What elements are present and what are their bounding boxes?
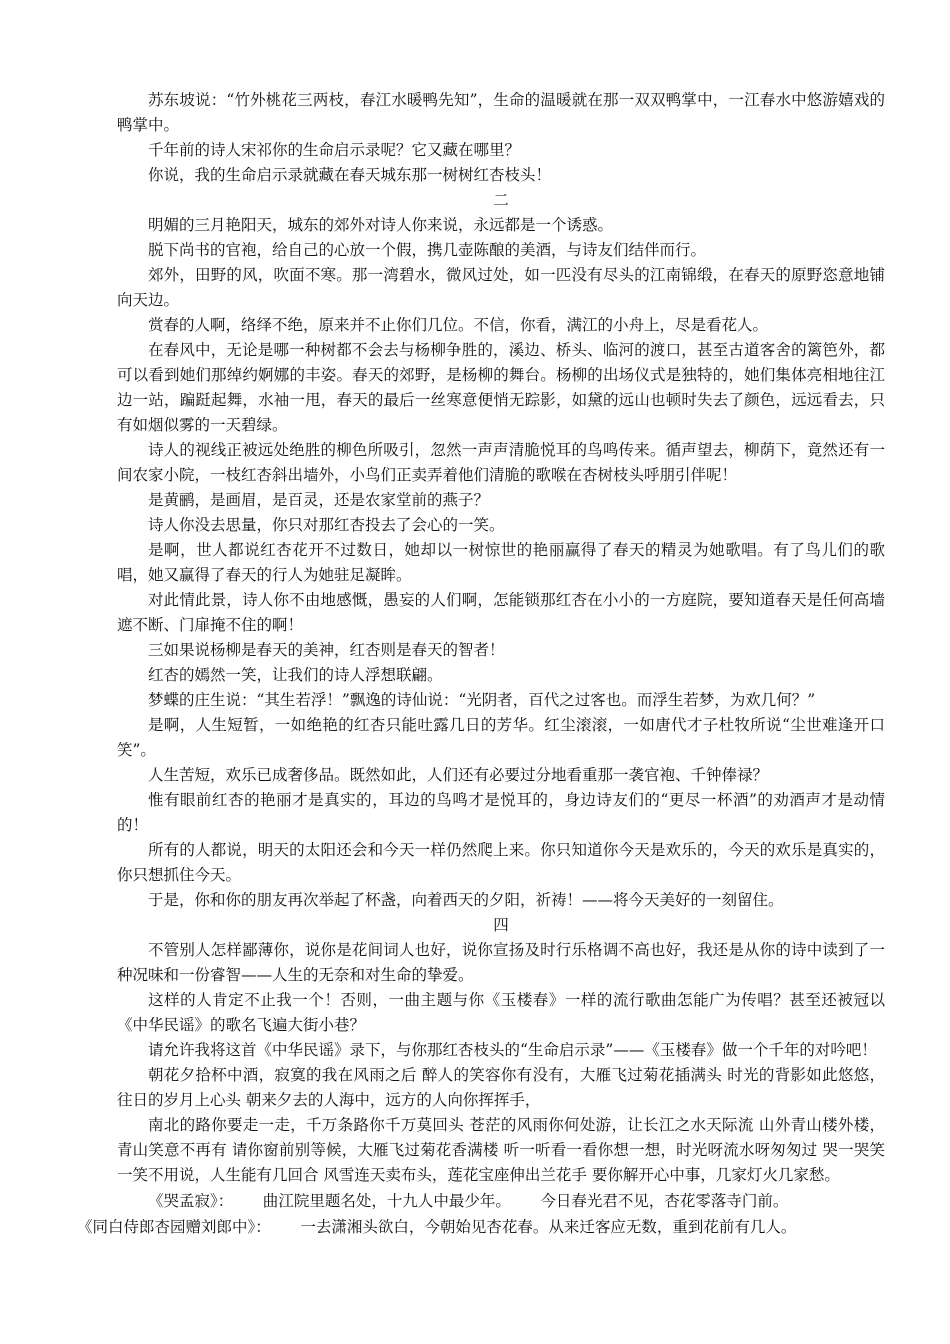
paragraph: 请允许我将这首《中华民谣》录下，与你那红杏枝头的“生命启示录”——《玉楼春》做一个千年的对吟吧！ (148, 1041, 877, 1059)
paragraph: 梦蝶的庄生说：“其生若浮！”飘逸的诗仙说：“光阴者，百代之过客也。而浮生若梦，为欢几何？” (148, 691, 816, 709)
paragraph: 是啊，人生短暂，一如绝艳的红杏只能吐露几日的芳华。红尘滚滚，一如唐代才子杜牧所说“尘世难逢开口笑”。 (117, 716, 885, 759)
paragraph: 所有的人都说，明天的太阳还会和今天一样仍然爬上来。你只知道你今天是欢乐的，今天的欢乐是真实的，你只想抓住今天。 (117, 841, 885, 884)
paragraph: 苏东坡说：“竹外桃花三两枝，春江水暖鸭先知”，生命的温暖就在那一双双鸭掌中，一江春水中悠游嬉戏的鸭掌中。 (117, 91, 885, 134)
paragraph: 脱下尚书的官袍，给自己的心放一个假，携几壶陈酿的美酒，与诗友们结伴而行。 (148, 241, 707, 259)
paragraph: 南北的路你要走一走，千万条路你千万莫回头 苍茫的风雨你何处游，让长江之水天际流 山外青山楼外楼，青山笑意不再有 请你窗前别等候，大雁飞过菊花香满楼 听一听看一看你想一想，时光呀流水呀匆匆过 哭一哭笑一笑不用说，人生能有几回合 风雪连天卖布头，莲花宝座伸出兰花手 要你解开心中事，几家灯火几家愁。 (117, 1116, 885, 1184)
paragraph: 是黄鹂，是画眉，是百灵，还是农家堂前的燕子？ (148, 491, 490, 509)
paragraph: 千年前的诗人宋祁你的生命启示录呢？它又藏在哪里？ (148, 141, 521, 159)
paragraph: 三如果说杨柳是春天的美神，红杏则是春天的智者！ (148, 641, 505, 659)
paragraph: 诗人的视线正被远处绝胜的柳色所吸引，忽然一声声清脆悦耳的鸟鸣传来。循声望去，柳荫下，竟然还有一间农家小院，一枝红杏斜出墙外，小鸟们正卖弄着他们清脆的歌喉在杏树枝头呼朋引伴呢！ (117, 441, 885, 484)
paragraph: 你说，我的生命启示录就藏在春天城东那一树树红杏枝头！ (148, 166, 552, 184)
paragraph: 人生苦短，欢乐已成奢侈品。既然如此，人们还有必要过分地看重那一袭官袍、千钟俸禄？ (148, 766, 769, 784)
section-heading: 四 (493, 916, 509, 934)
paragraph: 惟有眼前红杏的艳丽才是真实的，耳边的鸟鸣才是悦耳的，身边诗友们的“更尽一杯酒”的劝酒声才是动情的！ (117, 791, 885, 834)
paragraph: 诗人你没去思量，你只对那红杏投去了会心的一笑。 (148, 516, 505, 534)
paragraph: 于是，你和你的朋友再次举起了杯盏，向着西天的夕阳，祈祷！——将今天美好的一刻留住。 (148, 891, 784, 909)
paragraph: 在春风中，无论是哪一种树都不会去与杨柳争胜的，溪边、桥头、临河的渡口，甚至古道客舍的篱笆外，都可以看到她们那绰约婀娜的丰姿。春天的郊野，是杨柳的舞台。杨柳的出场仪式是独特的，她们集体亮相地往江边一站，蹁跹起舞，水袖一甩，春天的最后一丝寒意便悄无踪影，如黛的远山也顿时失去了颜色，远远看去，只有如烟似雾的一天碧绿。 (117, 341, 885, 434)
paragraph: 明媚的三月艳阳天，城东的郊外对诗人你来说，永远都是一个诱惑。 (148, 216, 614, 234)
paragraph: 红杏的嫣然一笑，让我们的诗人浮想联翩。 (148, 666, 443, 684)
paragraph: 郊外，田野的风，吹面不寒。那一湾碧水，微风过处，如一匹没有尽头的江南锦缎，在春天的原野恣意地铺向天边。 (117, 266, 885, 309)
poem-quote: 《哭孟寂》： 曲江院里题名处，十九人中最少年。 今日春光君不见，杏花零落寺门前。 (148, 1192, 789, 1210)
document-page (77, 88, 885, 1240)
section-heading: 二 (493, 191, 509, 209)
paragraph: 对此情此景，诗人你不由地感慨，愚妄的人们啊，怎能锁那红杏在小小的一方庭院，要知道春天是任何高墙遮不断、门扉掩不住的啊！ (117, 591, 885, 634)
paragraph: 赏春的人啊，络绎不绝，原来并不止你们几位。不信，你看，满江的小舟上，尽是看花人。 (148, 316, 769, 334)
paragraph: 这样的人肯定不止我一个！否则，一曲主题与你《玉楼春》一样的流行歌曲怎能广为传唱？甚至还被冠以《中华民谣》的歌名飞遍大街小巷？ (117, 991, 885, 1034)
paragraph: 朝花夕拾杯中酒，寂寞的我在风雨之后 醉人的笑容你有没有，大雁飞过菊花插满头 时光的背影如此悠悠，往日的岁月上心头 朝来夕去的人海中，远方的人向你挥挥手， (117, 1066, 885, 1109)
paragraph: 不管别人怎样鄙薄你，说你是花间词人也好，说你宣扬及时行乐格调不高也好，我还是从你的诗中读到了一种况味和一份睿智——人生的无奈和对生命的挚爱。 (117, 941, 885, 984)
paragraph: 是啊，世人都说红杏花开不过数日，她却以一树惊世的艳丽赢得了春天的精灵为她歌唱。有了鸟儿们的歌唱，她又赢得了春天的行人为她驻足凝眸。 (117, 541, 885, 584)
poem-quote: 《同白侍郎杏园赠刘郎中》： 一去潇湘头欲白，今朝始见杏花春。从来迁客应无数，重到花前有几人。 (77, 1218, 797, 1236)
